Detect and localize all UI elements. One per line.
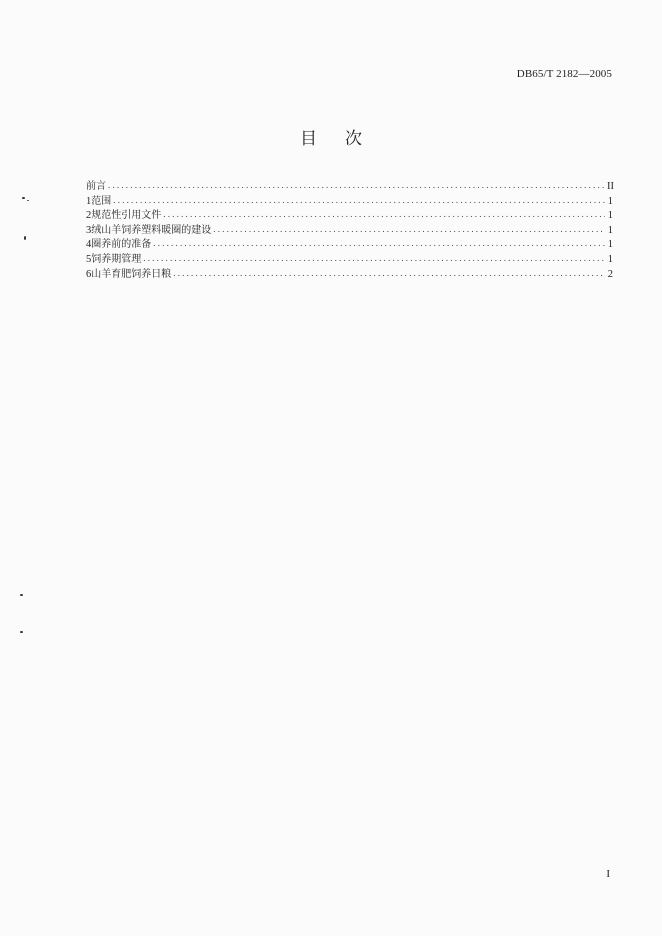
toc-title: 目次: [300, 129, 390, 149]
dot-leader: [113, 193, 605, 208]
dot-leader: [153, 236, 605, 251]
dot-leader: [143, 251, 605, 266]
toc-entry-page: 1: [607, 239, 613, 251]
toc-entry-page: 2: [607, 268, 613, 280]
toc-entry-number: 4: [86, 239, 92, 251]
toc-entry-text: 山羊育肥饲养日粮: [91, 268, 172, 280]
dot-leader: [108, 178, 605, 193]
toc-entry-text: 前言: [86, 181, 106, 192]
toc-entry-page: 1: [607, 253, 613, 265]
scan-speck: [24, 236, 26, 240]
scan-speck: [22, 197, 25, 199]
standard-code: DB65/T 2182—2005: [516, 68, 612, 80]
toc-entry-3[interactable]: [86, 223, 613, 238]
toc-entry-page: II: [607, 181, 614, 192]
toc-entry-1[interactable]: [86, 194, 613, 209]
toc-entry-number: 2: [86, 210, 92, 222]
toc-entry-number: 6: [86, 268, 92, 280]
scan-speck: [27, 200, 29, 201]
toc-entry-6[interactable]: [86, 267, 613, 282]
toc-entry-page: 1: [607, 195, 613, 207]
dot-leader: [163, 207, 605, 222]
scan-speck: [20, 594, 23, 596]
toc-entry-number: 5: [86, 253, 92, 265]
scan-speck: [20, 631, 23, 633]
toc-entry-text: 饲养期管理: [91, 253, 142, 265]
toc-entry-number: 1: [86, 195, 92, 207]
toc-entry-number: 3: [86, 224, 92, 236]
toc-entry-4[interactable]: [86, 237, 613, 252]
toc-entry-page: 1: [607, 224, 613, 236]
toc-entry-2[interactable]: [86, 208, 613, 223]
toc-entry-5[interactable]: [86, 252, 613, 267]
toc-entry-foreword[interactable]: [86, 179, 613, 194]
table-of-contents: [86, 179, 613, 281]
dot-leader: [173, 266, 605, 281]
toc-entry-text: 圈养前的准备: [91, 239, 152, 251]
toc-entry-text: 规范性引用文件: [91, 210, 162, 222]
toc-entry-text: 范围: [91, 195, 112, 207]
toc-entry-text: 绒山羊饲养塑料暖圈的建设: [91, 224, 212, 236]
dot-leader: [213, 222, 605, 237]
page-number: I: [606, 868, 610, 880]
toc-entry-page: 1: [607, 210, 613, 222]
